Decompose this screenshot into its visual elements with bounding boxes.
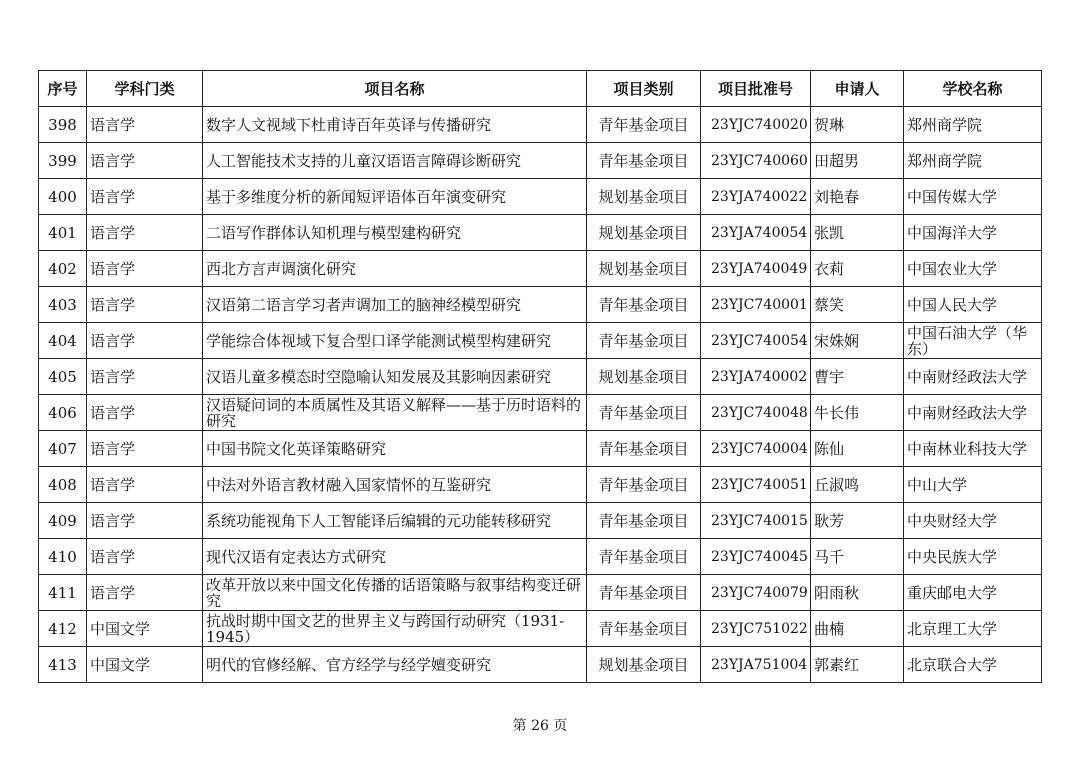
cell-school: 北京理工大学 (904, 611, 1042, 647)
cell-project-name: 汉语儿童多模态时空隐喻认知发展及其影响因素研究 (203, 359, 587, 395)
cell-applicant: 田超男 (811, 143, 904, 179)
cell-applicant: 曲楠 (811, 611, 904, 647)
cell-applicant: 刘艳春 (811, 179, 904, 215)
cell-project-category: 青年基金项目 (587, 503, 701, 539)
cell-discipline: 语言学 (87, 503, 203, 539)
cell-project-name: 中国书院文化英译策略研究 (203, 431, 587, 467)
table-row (39, 503, 1042, 539)
cell-school: 郑州商学院 (904, 143, 1042, 179)
cell-discipline: 语言学 (87, 215, 203, 251)
cell-seq: 407 (39, 431, 87, 467)
header-project-category: 项目类别 (587, 71, 701, 107)
table-row (39, 395, 1042, 431)
cell-discipline: 语言学 (87, 467, 203, 503)
table-row (39, 107, 1042, 143)
cell-project-category: 青年基金项目 (587, 395, 701, 431)
cell-applicant: 牛长伟 (811, 395, 904, 431)
cell-approval-number: 23YJC740045 (701, 539, 811, 575)
cell-applicant: 贺琳 (811, 107, 904, 143)
cell-school: 中国海洋大学 (904, 215, 1042, 251)
page-number: 第 26 页 (512, 718, 568, 734)
cell-discipline: 语言学 (87, 107, 203, 143)
cell-seq: 413 (39, 647, 87, 683)
cell-school: 中南财经政法大学 (904, 359, 1042, 395)
cell-project-category: 规划基金项目 (587, 215, 701, 251)
cell-discipline: 语言学 (87, 287, 203, 323)
cell-school: 中南林业科技大学 (904, 431, 1042, 467)
cell-project-name: 学能综合体视域下复合型口译学能测试模型构建研究 (203, 323, 587, 359)
table-row (39, 359, 1042, 395)
cell-applicant: 曹宇 (811, 359, 904, 395)
cell-seq: 412 (39, 611, 87, 647)
cell-approval-number: 23YJA740022 (701, 179, 811, 215)
cell-approval-number: 23YJC740051 (701, 467, 811, 503)
cell-school: 郑州商学院 (904, 107, 1042, 143)
table-row (39, 467, 1042, 503)
table-row (39, 179, 1042, 215)
table-row (39, 539, 1042, 575)
table-body (39, 107, 1042, 683)
cell-approval-number: 23YJC740001 (701, 287, 811, 323)
cell-seq: 401 (39, 215, 87, 251)
cell-discipline: 语言学 (87, 539, 203, 575)
cell-applicant: 蔡笑 (811, 287, 904, 323)
header-discipline: 学科门类 (87, 71, 203, 107)
table-row (39, 143, 1042, 179)
cell-approval-number: 23YJA740002 (701, 359, 811, 395)
cell-applicant: 马千 (811, 539, 904, 575)
cell-project-category: 青年基金项目 (587, 611, 701, 647)
cell-school: 中山大学 (904, 467, 1042, 503)
cell-project-category: 青年基金项目 (587, 323, 701, 359)
header-seq: 序号 (39, 71, 87, 107)
project-list-table (38, 70, 1042, 683)
cell-school: 中国石油大学（华东） (904, 323, 1042, 359)
cell-discipline: 语言学 (87, 359, 203, 395)
cell-project-name: 西北方言声调演化研究 (203, 251, 587, 287)
cell-applicant: 陈仙 (811, 431, 904, 467)
cell-approval-number: 23YJC740054 (701, 323, 811, 359)
cell-school: 中国传媒大学 (904, 179, 1042, 215)
cell-approval-number: 23YJC740015 (701, 503, 811, 539)
cell-discipline: 语言学 (87, 251, 203, 287)
cell-project-category: 规划基金项目 (587, 647, 701, 683)
cell-approval-number: 23YJC740020 (701, 107, 811, 143)
cell-approval-number: 23YJC740048 (701, 395, 811, 431)
cell-seq: 409 (39, 503, 87, 539)
cell-project-name: 人工智能技术支持的儿童汉语语言障碍诊断研究 (203, 143, 587, 179)
cell-school: 中南财经政法大学 (904, 395, 1042, 431)
cell-discipline: 语言学 (87, 575, 203, 611)
cell-seq: 408 (39, 467, 87, 503)
cell-school: 中国农业大学 (904, 251, 1042, 287)
cell-project-name: 汉语疑问词的本质属性及其语义解释——基于历时语料的研究 (203, 395, 587, 431)
cell-applicant: 宋姝娴 (811, 323, 904, 359)
cell-discipline: 中国文学 (87, 611, 203, 647)
cell-school: 北京联合大学 (904, 647, 1042, 683)
cell-approval-number: 23YJC740004 (701, 431, 811, 467)
cell-seq: 406 (39, 395, 87, 431)
table-row (39, 431, 1042, 467)
cell-school: 重庆邮电大学 (904, 575, 1042, 611)
table-row (39, 323, 1042, 359)
table-row (39, 251, 1042, 287)
cell-applicant: 衣莉 (811, 251, 904, 287)
cell-project-name: 二语写作群体认知机理与模型建构研究 (203, 215, 587, 251)
cell-project-category: 青年基金项目 (587, 143, 701, 179)
table-row (39, 215, 1042, 251)
header-project-name: 项目名称 (203, 71, 587, 107)
cell-project-name: 数字人文视域下杜甫诗百年英译与传播研究 (203, 107, 587, 143)
cell-approval-number: 23YJC740060 (701, 143, 811, 179)
cell-approval-number: 23YJA751004 (701, 647, 811, 683)
cell-project-name: 系统功能视角下人工智能译后编辑的元功能转移研究 (203, 503, 587, 539)
cell-discipline: 语言学 (87, 179, 203, 215)
cell-project-category: 青年基金项目 (587, 467, 701, 503)
cell-project-name: 抗战时期中国文艺的世界主义与跨国行动研究（1931-1945） (203, 611, 587, 647)
cell-applicant: 丘淑鸣 (811, 467, 904, 503)
cell-discipline: 语言学 (87, 323, 203, 359)
cell-project-name: 明代的官修经解、官方经学与经学嬗变研究 (203, 647, 587, 683)
cell-seq: 398 (39, 107, 87, 143)
cell-project-category: 青年基金项目 (587, 287, 701, 323)
cell-project-name: 汉语第二语言学习者声调加工的脑神经模型研究 (203, 287, 587, 323)
cell-discipline: 语言学 (87, 431, 203, 467)
cell-school: 中国人民大学 (904, 287, 1042, 323)
header-school: 学校名称 (904, 71, 1042, 107)
cell-project-category: 规划基金项目 (587, 179, 701, 215)
cell-project-category: 规划基金项目 (587, 359, 701, 395)
cell-seq: 404 (39, 323, 87, 359)
cell-discipline: 中国文学 (87, 647, 203, 683)
cell-seq: 403 (39, 287, 87, 323)
cell-project-category: 青年基金项目 (587, 107, 701, 143)
table-row (39, 611, 1042, 647)
cell-project-category: 规划基金项目 (587, 251, 701, 287)
cell-project-name: 改革开放以来中国文化传播的话语策略与叙事结构变迁研究 (203, 575, 587, 611)
cell-school: 中央民族大学 (904, 539, 1042, 575)
cell-approval-number: 23YJA740054 (701, 215, 811, 251)
cell-discipline: 语言学 (87, 143, 203, 179)
header-approval-number: 项目批准号 (701, 71, 811, 107)
cell-applicant: 耿芳 (811, 503, 904, 539)
table-header-row (39, 71, 1042, 107)
cell-seq: 405 (39, 359, 87, 395)
table-row (39, 575, 1042, 611)
cell-seq: 410 (39, 539, 87, 575)
cell-seq: 399 (39, 143, 87, 179)
cell-project-category: 青年基金项目 (587, 431, 701, 467)
cell-seq: 400 (39, 179, 87, 215)
table-row (39, 647, 1042, 683)
cell-approval-number: 23YJC751022 (701, 611, 811, 647)
cell-school: 中央财经大学 (904, 503, 1042, 539)
table-row (39, 287, 1042, 323)
header-applicant: 申请人 (811, 71, 904, 107)
cell-project-name: 中法对外语言教材融入国家情怀的互鉴研究 (203, 467, 587, 503)
cell-seq: 411 (39, 575, 87, 611)
cell-seq: 402 (39, 251, 87, 287)
cell-approval-number: 23YJC740079 (701, 575, 811, 611)
cell-project-category: 青年基金项目 (587, 539, 701, 575)
cell-discipline: 语言学 (87, 395, 203, 431)
cell-project-name: 现代汉语有定表达方式研究 (203, 539, 587, 575)
cell-applicant: 郭素红 (811, 647, 904, 683)
cell-approval-number: 23YJA740049 (701, 251, 811, 287)
cell-applicant: 阳雨秋 (811, 575, 904, 611)
cell-project-category: 青年基金项目 (587, 575, 701, 611)
cell-project-name: 基于多维度分析的新闻短评语体百年演变研究 (203, 179, 587, 215)
cell-applicant: 张凯 (811, 215, 904, 251)
